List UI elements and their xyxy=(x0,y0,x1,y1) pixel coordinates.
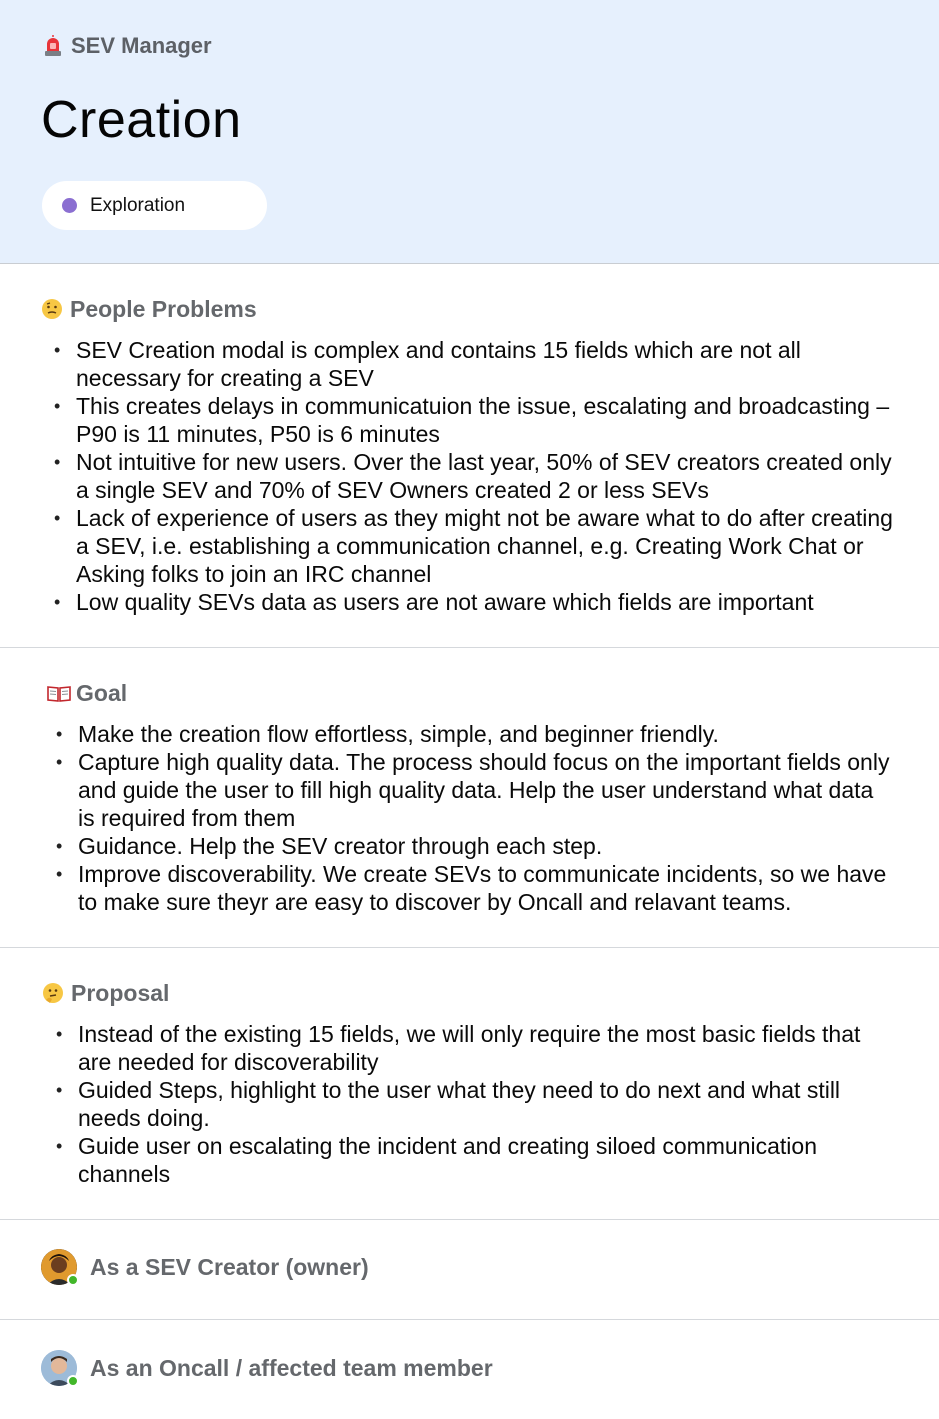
page-header xyxy=(0,0,939,264)
persona-label: As a SEV Creator (owner) xyxy=(90,1253,369,1280)
thinking-face-emoji-icon xyxy=(41,298,63,320)
section-proposal xyxy=(0,948,939,1220)
list-item: • Capture high quality data. The process should focus on the important fields only and guide the user to fill high quality data. Help the user understand what data is required from them xyxy=(56,748,896,832)
persona-oncall-member xyxy=(0,1320,939,1419)
list-item: • Lack of experience of users as they might not be aware what to do after creating a SEV, i.e. establishing a communication channel, e.g. Creating Work Chat or Asking folks to join an IRC channel xyxy=(54,504,904,588)
thinking-face-emoji-icon xyxy=(42,982,64,1004)
list-item: • This creates delays in communicatuion the issue, escalating and broadcasting – P90 is 11 minutes, P50 is 6 minutes xyxy=(54,392,904,448)
app-name: SEV Manager xyxy=(71,33,212,58)
list-item: • SEV Creation modal is complex and contains 15 fields which are not all necessary for creating a SEV xyxy=(54,336,904,392)
app-title-row[interactable] xyxy=(43,33,212,59)
list-item: • Guided Steps, highlight to the user what they need to do next and what still needs doing. xyxy=(56,1076,896,1132)
section-people-problems xyxy=(0,264,939,648)
online-indicator xyxy=(67,1375,79,1387)
section-title-row xyxy=(42,979,169,1007)
avatar-icon xyxy=(41,1249,77,1285)
open-book-emoji-icon xyxy=(47,682,69,704)
list-item: • Low quality SEVs data as users are not aware which fields are important xyxy=(54,588,904,616)
status-label: Exploration xyxy=(90,194,186,216)
bullet-list xyxy=(56,1020,896,1188)
list-item: • Guide user on escalating the incident and creating siloed communication channels xyxy=(56,1132,896,1188)
section-title: Proposal xyxy=(71,979,170,1006)
siren-icon xyxy=(43,35,63,57)
persona-label: As an Oncall / affected team member xyxy=(90,1354,493,1381)
section-title: People Problems xyxy=(70,295,257,322)
page-title: Creation xyxy=(41,91,242,149)
list-item: • Not intuitive for new users. Over the last year, 50% of SEV creators created only a single SEV and 70% of SEV Owners created 2 or less SEVs xyxy=(54,448,904,504)
list-item: • Guidance. Help the SEV creator through each step. xyxy=(56,832,896,860)
avatar-icon xyxy=(41,1350,77,1386)
section-goal xyxy=(0,648,939,948)
list-item: • Improve discoverability. We create SEVs to communicate incidents, so we have to make sure theyr are easy to discover by Oncall and relavant teams. xyxy=(56,860,896,916)
persona-row[interactable] xyxy=(41,1249,369,1285)
section-title-row xyxy=(41,295,257,323)
online-indicator xyxy=(67,1274,79,1286)
list-item: • Make the creation flow effortless, simple, and beginner friendly. xyxy=(56,720,896,748)
section-title: Goal xyxy=(76,679,128,706)
status-dot xyxy=(62,198,77,213)
persona-sev-creator xyxy=(0,1220,939,1320)
bullet-list xyxy=(54,336,904,616)
list-item: • Instead of the existing 15 fields, we will only require the most basic fields that are needed for discoverability xyxy=(56,1020,896,1076)
persona-row[interactable] xyxy=(41,1350,493,1386)
section-title-row xyxy=(47,679,127,707)
status-selector[interactable] xyxy=(42,181,267,230)
bullet-list xyxy=(56,720,896,916)
